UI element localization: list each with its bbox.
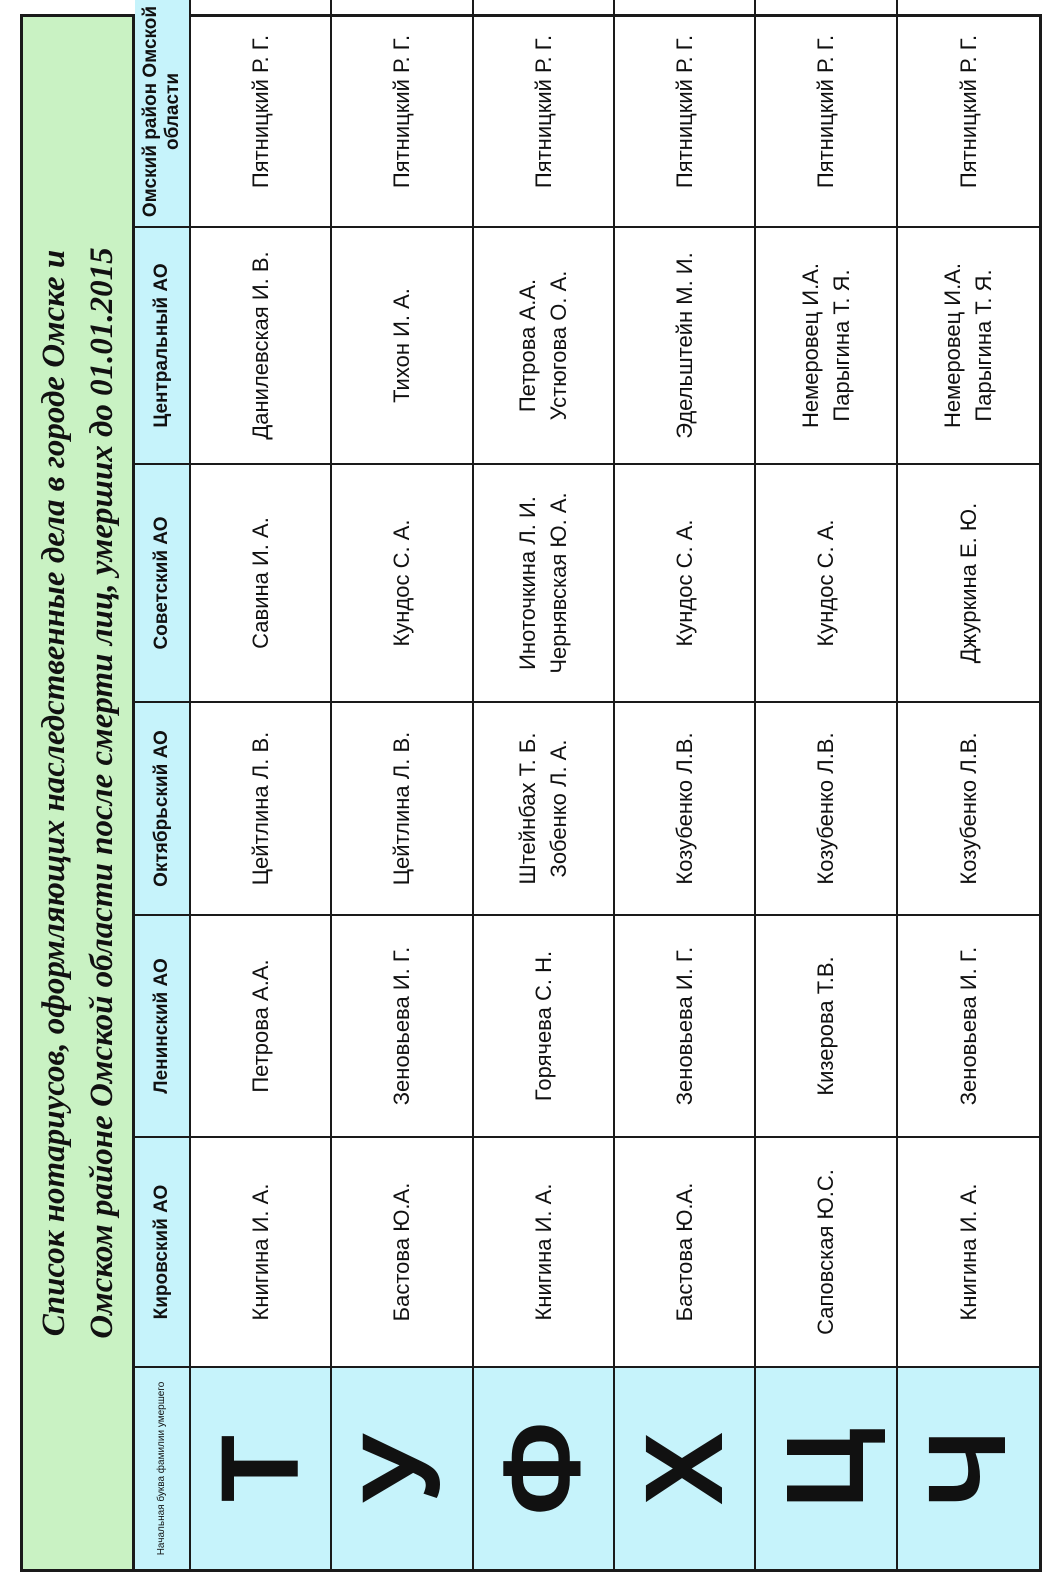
row-letter: Ц — [756, 1366, 897, 1569]
notary-cell — [474, 914, 615, 1136]
notary-cell — [191, 1136, 332, 1366]
notary-cell — [332, 701, 473, 914]
notary-cell — [756, 0, 897, 226]
notary-cell — [332, 1136, 473, 1366]
notary-cell — [615, 1136, 756, 1366]
notary-cell — [332, 463, 473, 701]
notary-name: Чернявская Ю. А. — [546, 492, 572, 674]
column-header: Кировский АО — [135, 1136, 191, 1366]
notary-cell — [191, 0, 332, 226]
row-letter: Х — [615, 1366, 756, 1569]
notary-cell — [474, 463, 615, 701]
notary-name: Цейтлина Л. В. — [248, 731, 274, 886]
notary-cell — [615, 226, 756, 463]
notary-name: Тихон И. А. — [389, 288, 415, 403]
notary-name: Саповская Ю.С. — [813, 1169, 839, 1335]
notary-name: Горячева С. Н. — [530, 950, 556, 1102]
document-title — [23, 17, 135, 1569]
notary-cell — [898, 463, 1039, 701]
notary-name: Эдельштейн М. И. — [672, 252, 698, 439]
notary-cell — [332, 226, 473, 463]
notary-cell — [474, 226, 615, 463]
notary-cell — [332, 0, 473, 226]
column-header: Советский АО — [135, 463, 191, 701]
notary-cell — [191, 463, 332, 701]
notary-name: Пятницкий Р. Г. — [672, 34, 698, 189]
notary-cell — [756, 914, 897, 1136]
notary-name: Устюгова О. А. — [546, 270, 572, 421]
notary-name: Козубенко Л.В. — [955, 732, 981, 885]
notary-name: Книгина И. А. — [248, 1183, 274, 1321]
notary-name: Кундос С. А. — [672, 519, 698, 647]
notary-cell — [615, 701, 756, 914]
notary-cell — [898, 226, 1039, 463]
notary-cell — [898, 701, 1039, 914]
notary-name: Кундос С. А. — [389, 519, 415, 647]
notary-cell — [191, 914, 332, 1136]
notary-name: Козубенко Л.В. — [672, 732, 698, 885]
title-line-1: Список нотариусов, оформляющих наследственные дела в городе Омске и — [35, 249, 72, 1337]
column-header: Ленинский АО — [135, 914, 191, 1136]
notary-name: Бастова Ю.А. — [672, 1182, 698, 1322]
notary-cell — [332, 914, 473, 1136]
row-letter: Т — [191, 1366, 332, 1569]
notary-name: Цейтлина Л. В. — [389, 731, 415, 886]
column-header: Центральный АО — [135, 226, 191, 463]
notary-table-sheet — [20, 5, 1042, 1572]
corner-header: Начальная буква фамилии умершего — [135, 1366, 191, 1569]
notary-table — [135, 5, 1039, 1569]
notary-cell — [756, 701, 897, 914]
notary-name: Савина И. А. — [248, 517, 274, 649]
column-header: Октябрьский АО — [135, 701, 191, 914]
notary-cell — [898, 0, 1039, 226]
notary-name: Пятницкий Р. Г. — [813, 34, 839, 189]
notary-name: Пятницкий Р. Г. — [389, 34, 415, 189]
notary-cell — [615, 463, 756, 701]
notary-name: Иноточкина Л. И. — [515, 496, 541, 670]
notary-name: Зеновьева И. Г. — [672, 946, 698, 1106]
notary-name: Бастова Ю.А. — [389, 1182, 415, 1322]
notary-name: Пятницкий Р. Г. — [248, 34, 274, 189]
notary-name: Парыгина Т. Я. — [828, 269, 854, 422]
notary-cell — [898, 914, 1039, 1136]
notary-name: Кизерова Т.В. — [813, 956, 839, 1096]
notary-name: Зеновьева И. Г. — [955, 946, 981, 1106]
notary-cell — [615, 914, 756, 1136]
notary-name: Пятницкий Р. Г. — [955, 34, 981, 189]
notary-cell — [474, 0, 615, 226]
notary-cell — [615, 0, 756, 226]
notary-name: Петрова А.А. — [248, 959, 274, 1093]
notary-name: Кундос С. А. — [813, 519, 839, 647]
notary-name: Книгина И. А. — [955, 1183, 981, 1321]
notary-name: Парыгина Т. Я. — [971, 269, 997, 422]
notary-name: Штейнбах Т. Б. — [515, 732, 541, 885]
notary-name: Козубенко Л.В. — [813, 732, 839, 885]
column-header: Омский район Омской области — [135, 0, 191, 226]
notary-name: Зобенко Л. А. — [546, 739, 572, 878]
row-letter: Ф — [474, 1366, 615, 1569]
notary-name: Книгина И. А. — [530, 1183, 556, 1321]
notary-cell — [474, 701, 615, 914]
notary-name: Зеновьева И. Г. — [389, 946, 415, 1106]
notary-cell — [474, 1136, 615, 1366]
notary-cell — [756, 463, 897, 701]
row-letter: Ч — [898, 1366, 1039, 1569]
title-line-2: Омском районе Омской области после смерти лиц, умерших до 01.01.2015 — [83, 247, 120, 1339]
notary-cell — [191, 226, 332, 463]
notary-name: Джуркина Е. Ю. — [955, 502, 981, 664]
notary-cell — [191, 701, 332, 914]
notary-name: Данилевская И. В. — [248, 251, 274, 440]
notary-name: Петрова А.А. — [515, 278, 541, 413]
notary-name: Немеровец И.А. — [940, 262, 966, 429]
notary-cell — [756, 1136, 897, 1366]
notary-name: Немеровец И.А. — [797, 262, 823, 429]
notary-cell — [756, 226, 897, 463]
notary-cell — [898, 1136, 1039, 1366]
notary-name: Пятницкий Р. Г. — [530, 34, 556, 189]
row-letter: У — [332, 1366, 473, 1569]
